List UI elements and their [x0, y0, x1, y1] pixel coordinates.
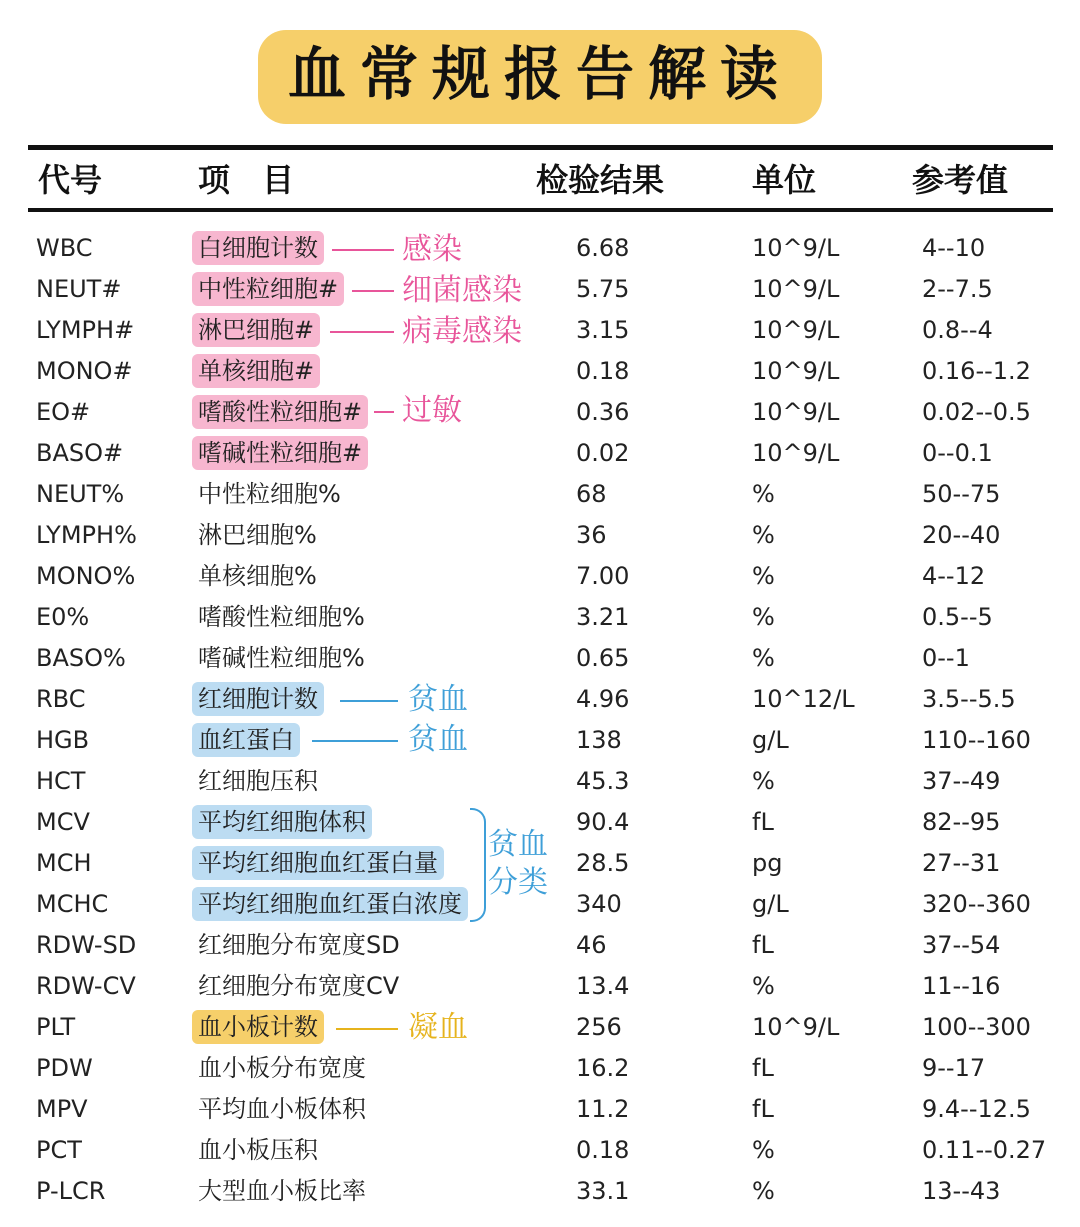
row-reference: 0--1 — [922, 644, 970, 672]
title-area — [0, 30, 1080, 124]
row-unit: fL — [752, 1054, 774, 1082]
table-row — [0, 433, 1080, 474]
anemia-rbc-connector — [340, 700, 398, 702]
row-item-name — [192, 966, 405, 1007]
page-title: 血常规报告解读 — [258, 30, 822, 124]
table-row — [0, 1089, 1080, 1130]
table-row — [0, 228, 1080, 269]
item-name-label: 淋巴细胞# — [192, 313, 320, 347]
row-reference: 9--17 — [922, 1054, 986, 1082]
anemia-hgb-connector — [312, 740, 398, 742]
row-result: 13.4 — [576, 972, 630, 1000]
row-unit: % — [752, 644, 775, 672]
row-result: 16.2 — [576, 1054, 630, 1082]
row-unit: % — [752, 562, 775, 590]
row-unit: pg — [752, 849, 783, 877]
row-unit: 10^12/L — [752, 685, 855, 713]
row-code: MCHC — [36, 890, 109, 918]
row-code: MONO% — [36, 562, 136, 590]
row-unit: % — [752, 972, 775, 1000]
row-code: MCH — [36, 849, 92, 877]
row-reference: 320--360 — [922, 890, 1031, 918]
row-code: NEUT# — [36, 275, 122, 303]
row-item-name — [192, 556, 323, 597]
row-reference: 9.4--12.5 — [922, 1095, 1031, 1123]
allergy-connector — [374, 411, 394, 413]
row-code: MCV — [36, 808, 90, 836]
annotation-anemia-class-2: 分类 — [488, 865, 548, 900]
row-result: 0.18 — [576, 357, 630, 385]
item-name-label: 平均红细胞血红蛋白量 — [192, 846, 444, 880]
item-name-label: 嗜碱性粒细胞# — [192, 436, 368, 470]
row-item-name — [192, 638, 371, 679]
row-item-name — [192, 310, 320, 351]
row-item-name — [192, 884, 468, 925]
row-code: PDW — [36, 1054, 93, 1082]
table-row — [0, 515, 1080, 556]
row-unit: % — [752, 767, 775, 795]
row-item-name — [192, 761, 324, 802]
row-reference: 0--0.1 — [922, 439, 993, 467]
table-row — [0, 1171, 1080, 1212]
item-name-label: 血小板分布宽度 — [198, 1054, 366, 1082]
row-item-name — [192, 1048, 372, 1089]
row-item-name — [192, 1130, 324, 1171]
item-name-label: 单核细胞% — [198, 562, 317, 590]
row-item-name — [192, 433, 368, 474]
annotation-anemia-hgb: 贫血 — [408, 722, 468, 757]
table-row — [0, 597, 1080, 638]
row-reference: 4--10 — [922, 234, 986, 262]
row-reference: 2--7.5 — [922, 275, 993, 303]
table-row — [0, 966, 1080, 1007]
row-item-name — [192, 720, 300, 761]
row-item-name — [192, 597, 371, 638]
row-result: 46 — [576, 931, 607, 959]
row-reference: 37--49 — [922, 767, 1001, 795]
item-name-label: 血红蛋白 — [192, 723, 300, 757]
annotation-anemia-rbc: 贫血 — [408, 682, 468, 717]
annotation-allergy: 过敏 — [402, 393, 462, 428]
row-code: LYMPH# — [36, 316, 135, 344]
row-reference: 3.5--5.5 — [922, 685, 1016, 713]
row-item-name — [192, 1171, 372, 1212]
row-unit: 10^9/L — [752, 398, 840, 426]
item-name-label: 嗜酸性粒细胞# — [192, 395, 368, 429]
row-unit: 10^9/L — [752, 316, 840, 344]
row-unit: 10^9/L — [752, 1013, 840, 1041]
infection-connector — [332, 249, 394, 251]
row-reference: 0.11--0.27 — [922, 1136, 1047, 1164]
item-name-label: 血小板计数 — [192, 1010, 324, 1044]
annotation-anemia-class-1: 贫血 — [488, 827, 548, 862]
header-reference: 参考值 — [912, 161, 1009, 199]
annotation-viral-infection: 病毒感染 — [402, 314, 522, 349]
row-unit: fL — [752, 1095, 774, 1123]
row-unit: 10^9/L — [752, 234, 840, 262]
row-code: RDW-SD — [36, 931, 137, 959]
table-row — [0, 1130, 1080, 1171]
row-reference: 0.02--0.5 — [922, 398, 1031, 426]
item-name-label: 平均红细胞体积 — [192, 805, 372, 839]
row-result: 4.96 — [576, 685, 630, 713]
row-reference: 0.5--5 — [922, 603, 993, 631]
row-reference: 11--16 — [922, 972, 1001, 1000]
row-item-name — [192, 925, 406, 966]
item-name-label: 血小板压积 — [198, 1136, 318, 1164]
table-row — [0, 556, 1080, 597]
header-item: 项 目 — [198, 161, 295, 199]
row-code: PCT — [36, 1136, 82, 1164]
table-top-rule — [28, 145, 1053, 150]
anemia-classification-brace — [470, 808, 486, 922]
row-result: 45.3 — [576, 767, 630, 795]
row-unit: % — [752, 480, 775, 508]
row-code: RDW-CV — [36, 972, 136, 1000]
row-result: 36 — [576, 521, 607, 549]
table-row — [0, 1048, 1080, 1089]
row-item-name — [192, 802, 372, 843]
table-row — [0, 761, 1080, 802]
table-row — [0, 351, 1080, 392]
row-reference: 50--75 — [922, 480, 1001, 508]
row-unit: 10^9/L — [752, 275, 840, 303]
table-row — [0, 474, 1080, 515]
coagulation-connector — [336, 1028, 398, 1030]
row-result: 0.65 — [576, 644, 630, 672]
row-result: 256 — [576, 1013, 622, 1041]
row-result: 68 — [576, 480, 607, 508]
table-row — [0, 392, 1080, 433]
bacterial-connector — [352, 290, 394, 292]
row-result: 7.00 — [576, 562, 630, 590]
row-unit: % — [752, 521, 775, 549]
row-code: WBC — [36, 234, 93, 262]
row-reference: 37--54 — [922, 931, 1001, 959]
row-item-name — [192, 351, 320, 392]
item-name-label: 平均红细胞血红蛋白浓度 — [192, 887, 468, 921]
row-code: P-LCR — [36, 1177, 106, 1205]
row-result: 11.2 — [576, 1095, 630, 1123]
row-unit: % — [752, 603, 775, 631]
header-code: 代号 — [38, 161, 103, 199]
viral-connector — [330, 331, 394, 333]
row-result: 3.21 — [576, 603, 630, 631]
row-result: 6.68 — [576, 234, 630, 262]
row-unit: g/L — [752, 890, 789, 918]
row-item-name — [192, 679, 324, 720]
row-unit: % — [752, 1136, 775, 1164]
row-reference: 20--40 — [922, 521, 1001, 549]
annotation-coagulation: 凝血 — [408, 1010, 468, 1045]
row-result: 33.1 — [576, 1177, 630, 1205]
item-name-label: 中性粒细胞% — [198, 480, 341, 508]
row-code: RBC — [36, 685, 86, 713]
row-reference: 13--43 — [922, 1177, 1001, 1205]
row-unit: fL — [752, 808, 774, 836]
row-code: E0% — [36, 603, 90, 631]
row-unit: g/L — [752, 726, 789, 754]
annotation-infection: 感染 — [402, 232, 462, 267]
row-code: BASO% — [36, 644, 126, 672]
item-name-label: 红细胞分布宽度CV — [198, 972, 400, 1000]
annotation-bacterial-infection: 细菌感染 — [402, 273, 522, 308]
row-code: BASO# — [36, 439, 124, 467]
table-row — [0, 1007, 1080, 1048]
row-reference: 100--300 — [922, 1013, 1031, 1041]
row-code: HCT — [36, 767, 86, 795]
table-row — [0, 925, 1080, 966]
row-unit: fL — [752, 931, 774, 959]
row-item-name — [192, 515, 323, 556]
row-reference: 0.8--4 — [922, 316, 993, 344]
table-header-rule — [28, 208, 1053, 212]
row-result: 340 — [576, 890, 622, 918]
row-unit: 10^9/L — [752, 439, 840, 467]
table-row — [0, 269, 1080, 310]
table-row — [0, 679, 1080, 720]
row-item-name — [192, 1089, 372, 1130]
item-name-label: 嗜碱性粒细胞% — [198, 644, 365, 672]
row-item-name — [192, 228, 324, 269]
row-unit: 10^9/L — [752, 357, 840, 385]
item-name-label: 白细胞计数 — [192, 231, 324, 265]
row-code: MONO# — [36, 357, 133, 385]
item-name-label: 平均血小板体积 — [198, 1095, 366, 1123]
item-name-label: 红细胞分布宽度SD — [198, 931, 400, 959]
row-item-name — [192, 269, 344, 310]
row-reference: 4--12 — [922, 562, 986, 590]
item-name-label: 红细胞压积 — [198, 767, 318, 795]
row-item-name — [192, 843, 444, 884]
row-reference: 110--160 — [922, 726, 1031, 754]
row-item-name — [192, 1007, 324, 1048]
row-item-name — [192, 474, 347, 515]
row-result: 0.36 — [576, 398, 630, 426]
row-code: NEUT% — [36, 480, 125, 508]
row-reference: 0.16--1.2 — [922, 357, 1031, 385]
row-code: PLT — [36, 1013, 76, 1041]
row-result: 90.4 — [576, 808, 630, 836]
item-name-label: 嗜酸性粒细胞% — [198, 603, 365, 631]
header-result: 检验结果 — [536, 161, 665, 199]
row-code: LYMPH% — [36, 521, 137, 549]
item-name-label: 红细胞计数 — [192, 682, 324, 716]
item-name-label: 大型血小板比率 — [198, 1177, 366, 1205]
header-unit: 单位 — [752, 161, 817, 199]
table-row — [0, 310, 1080, 351]
row-item-name — [192, 392, 368, 433]
row-unit: % — [752, 1177, 775, 1205]
row-result: 0.18 — [576, 1136, 630, 1164]
row-code: EO# — [36, 398, 91, 426]
row-result: 138 — [576, 726, 622, 754]
item-name-label: 淋巴细胞% — [198, 521, 317, 549]
row-result: 0.02 — [576, 439, 630, 467]
row-reference: 82--95 — [922, 808, 1001, 836]
row-code: MPV — [36, 1095, 88, 1123]
table-row — [0, 638, 1080, 679]
row-result: 3.15 — [576, 316, 630, 344]
row-reference: 27--31 — [922, 849, 1001, 877]
item-name-label: 单核细胞# — [192, 354, 320, 388]
row-result: 28.5 — [576, 849, 630, 877]
item-name-label: 中性粒细胞# — [192, 272, 344, 306]
row-code: HGB — [36, 726, 90, 754]
table-row — [0, 720, 1080, 761]
row-result: 5.75 — [576, 275, 630, 303]
